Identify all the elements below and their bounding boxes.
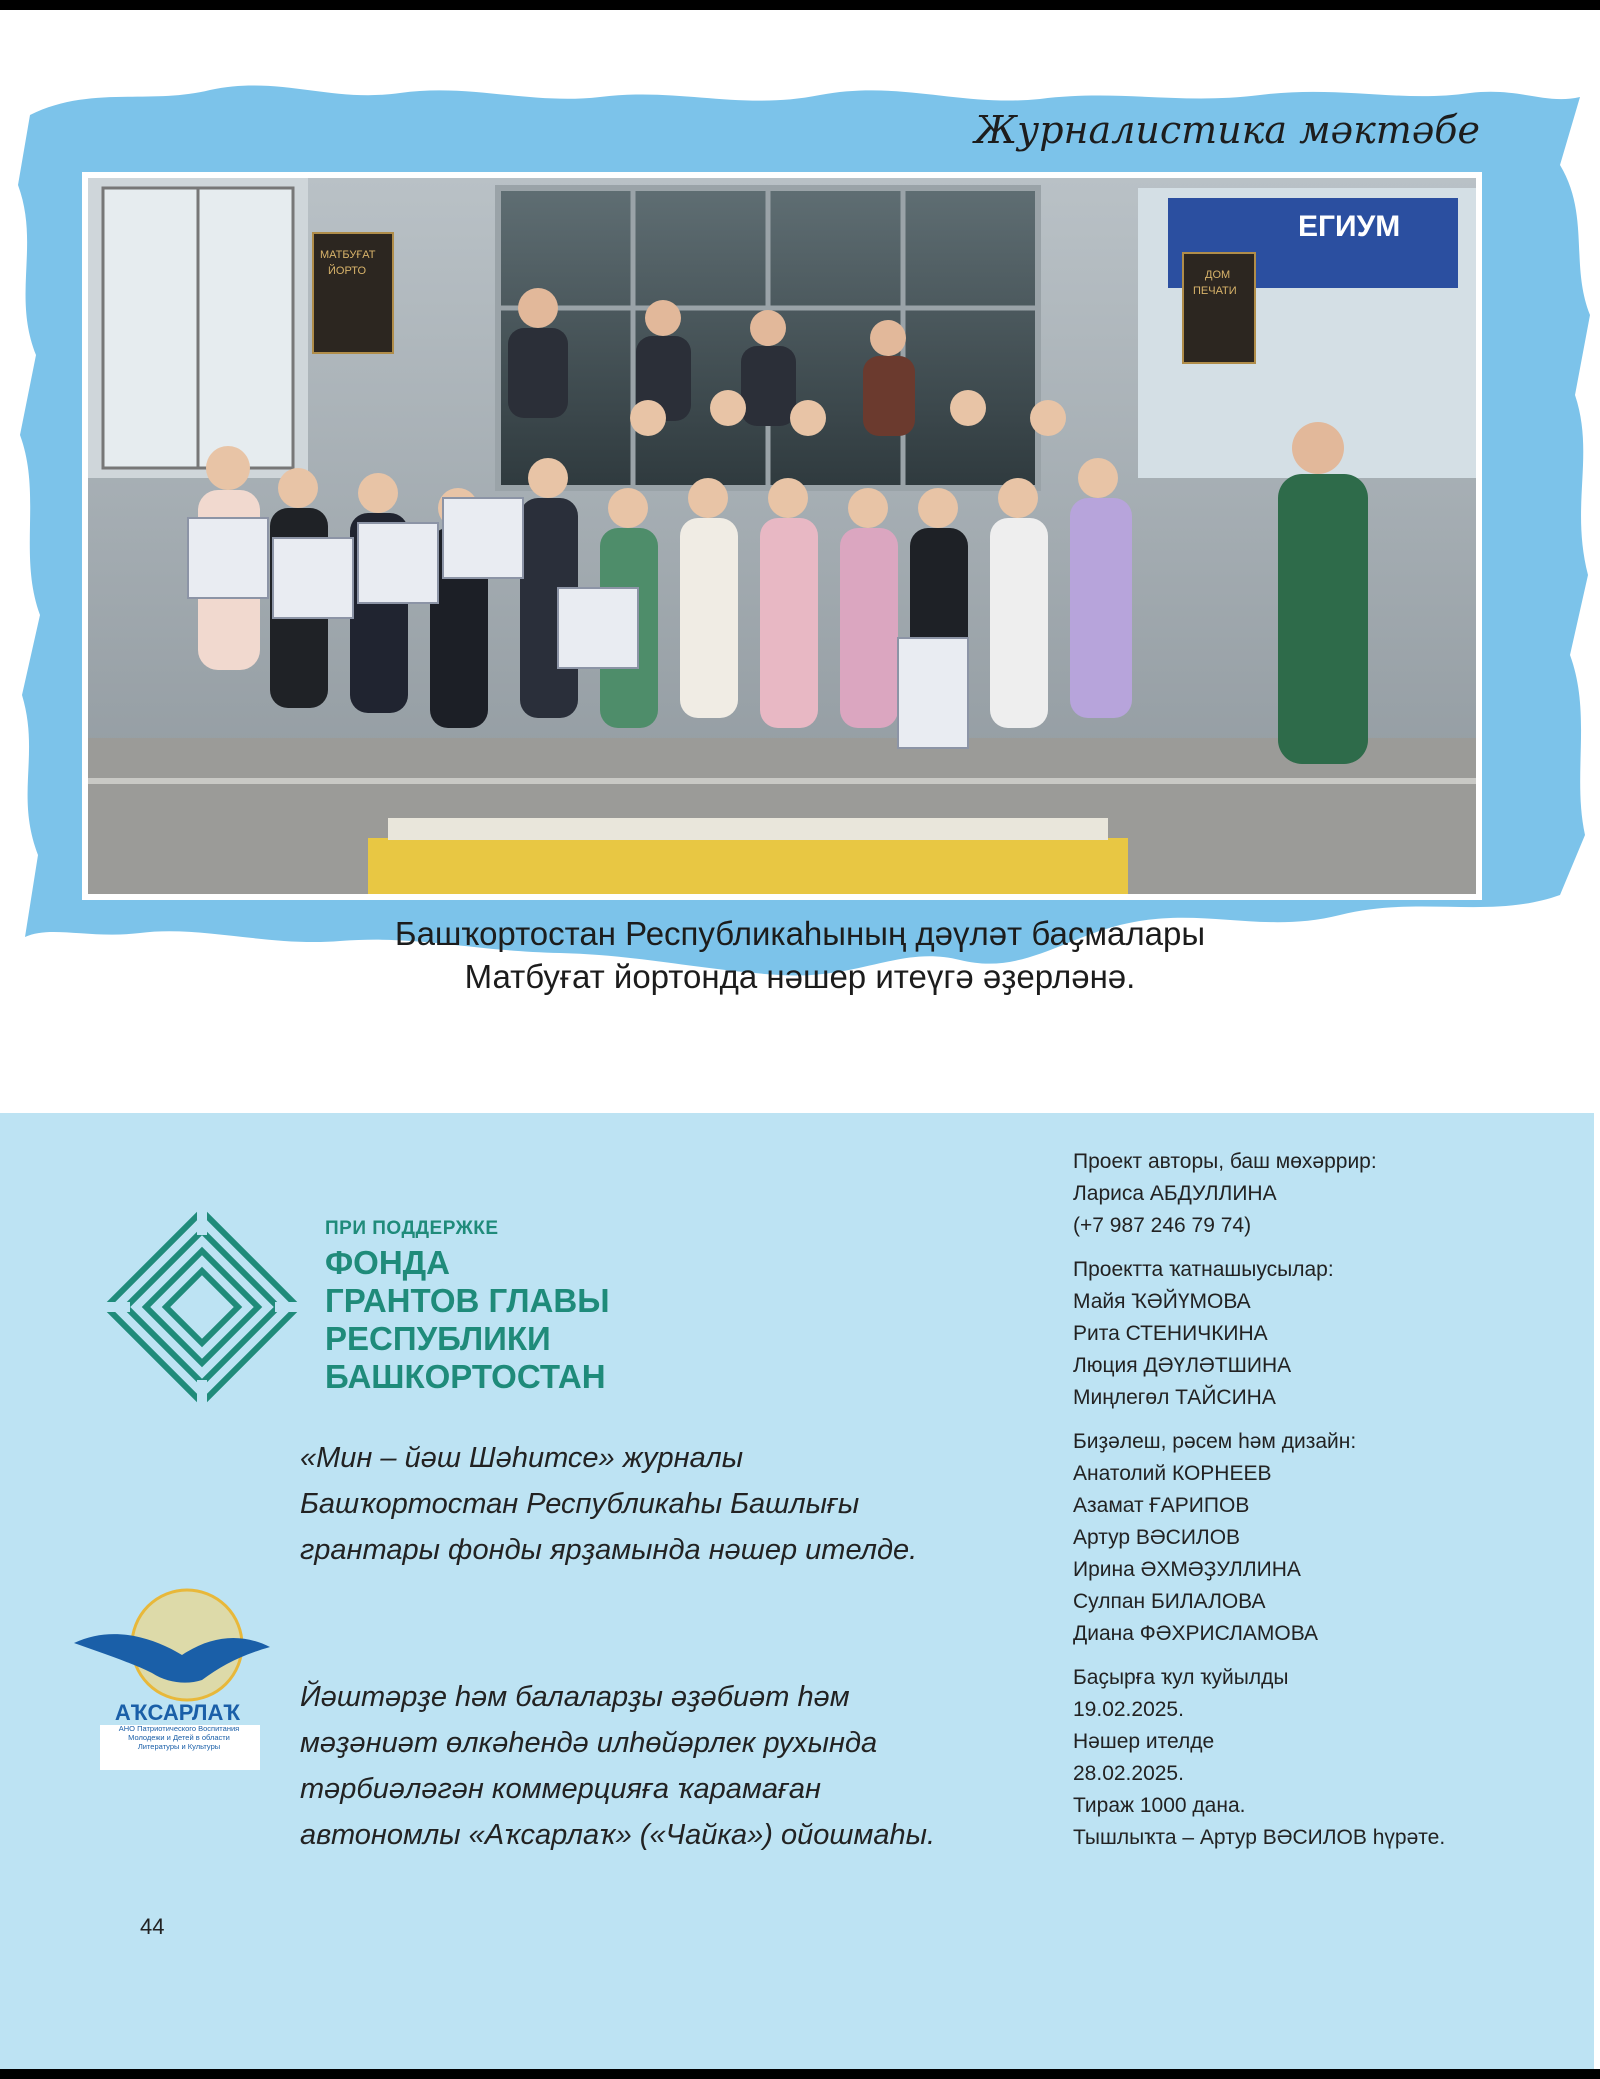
svg-text:ДОМ: ДОМ xyxy=(1205,269,1231,281)
photo-caption xyxy=(150,912,1450,998)
svg-text:ПЕЧАТИ: ПЕЧАТИ xyxy=(1193,285,1237,297)
fund-name-line: РЕСПУБЛИКИ xyxy=(325,1320,551,1357)
credits-participants: Проектта ҡатнашыусылар: Майя ҠӘЙҮМОВА Рита СТЕНИЧКИНА Люция ДӘҮЛӘТШИНА Миңлегөл ТАЙСИНА xyxy=(1073,1258,1334,1409)
fund-logo-icon xyxy=(100,1205,305,1410)
publish-note xyxy=(300,1435,1020,1573)
fund-name xyxy=(325,1244,610,1396)
publish-note-line: грантары фонды ярҙамында нәшер ителде. xyxy=(300,1534,918,1566)
group-photo xyxy=(82,172,1482,900)
org-note-line: тәрбиәләгән коммерцияға ҡарамаған xyxy=(300,1773,821,1805)
organization-note xyxy=(300,1674,1040,1858)
banner-text: ЕГИУМ xyxy=(1298,210,1401,243)
support-label: ПРИ ПОДДЕРЖКЕ xyxy=(325,1218,499,1239)
credits-print-info: Баҫырға ҡул ҡуйылды 19.02.2025. Нәшер ителде 28.02.2025. Тираж 1000 дана. Тышлыҡта – Артур ВӘСИЛОВ һүрәте. xyxy=(1073,1666,1446,1849)
bottom-border xyxy=(0,2069,1600,2079)
fund-name-line: БАШКОРТОСТАН xyxy=(325,1358,606,1395)
credits-column xyxy=(1073,1146,1573,1866)
publish-note-line: «Мин – йәш Шәһитсе» журналы xyxy=(300,1442,744,1474)
caption-line: Матбуғат йортонда нәшер итеүгә әҙерләнә. xyxy=(464,958,1136,995)
publish-note-line: Башҡортостан Республикаһы Башлығы xyxy=(300,1488,860,1520)
svg-text:ЙОРТО: ЙОРТО xyxy=(328,265,367,277)
aksarlak-name: АҠСАРЛАҠ xyxy=(114,1700,241,1725)
top-border xyxy=(0,0,1600,10)
credits-author: Проект авторы, баш мөхәррир: Лариса АБДУЛЛИНА (+7 987 246 79 74) xyxy=(1073,1150,1377,1237)
svg-text:МАТБУҒАТ: МАТБУҒАТ xyxy=(320,249,376,261)
page-number: 44 xyxy=(140,1914,165,1939)
fund-name-line: ФОНДА xyxy=(325,1244,451,1281)
section-title: Журналистика мәктәбе xyxy=(974,108,1480,152)
org-note-line: Йәштәрҙе һәм балаларҙы әҙәбиәт һәм xyxy=(300,1681,850,1713)
credits-design: Биҙәлеш, рәсем һәм дизайн: Анатолий КОРНЕЕВ Азамат ҒАРИПОВ Артур ВӘСИЛОВ Ирина ӘХМӘҘУЛЛИНА Сулпан БИЛАЛОВА Диана ФӘХРИСЛАМОВА xyxy=(1073,1430,1357,1645)
org-note-line: мәҙәниәт өлкәһендә илһөйәрлек рухында xyxy=(300,1727,878,1759)
aksarlak-subtitle: АНО Патриотического Воспитания Молодежи и Детей в области Литературы и Культуры xyxy=(118,1724,240,1751)
caption-line: Башҡортостан Республикаһының дәүләт баҫмалары xyxy=(394,915,1206,952)
org-note-line: автономлы «Аҡсарлаҡ» («Чайка») ойошмаһы. xyxy=(300,1819,936,1851)
fund-name-line: ГРАНТОВ ГЛАВЫ xyxy=(325,1282,610,1319)
